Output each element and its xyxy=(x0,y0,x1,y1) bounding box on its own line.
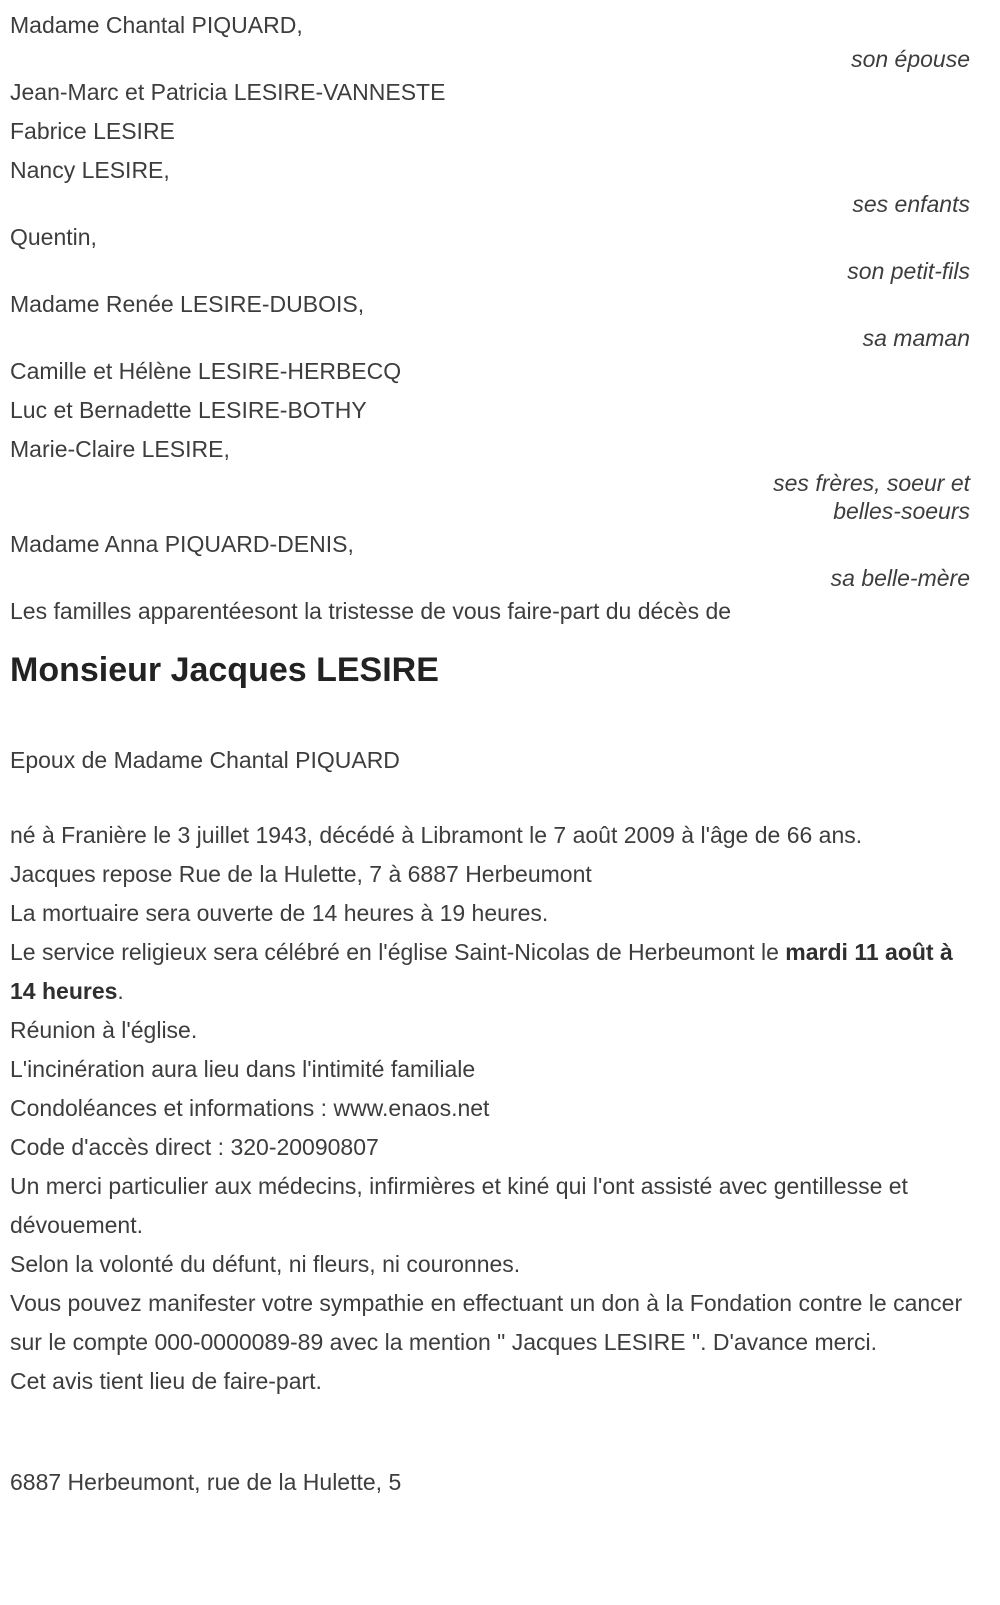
family-member-line: Fabrice LESIRE xyxy=(10,118,175,144)
relation-label: ses frères, soeur et xyxy=(773,470,970,496)
birth-death-line: né à Franière le 3 juillet 1943, décédé à Libramont le 7 août 2009 à l'âge de 66 ans. xyxy=(10,822,863,848)
family-member-line: Madame Renée LESIRE-DUBOIS, xyxy=(10,291,365,317)
family-member-line: Madame Anna PIQUARD-DENIS, xyxy=(10,531,354,557)
mortuary-hours-line: La mortuaire sera ouverte de 14 heures à 19 heures. xyxy=(10,900,549,926)
relation-label: son petit-fils xyxy=(847,258,970,284)
condolences-line: Condoléances et informations : www.enaos.net xyxy=(10,1095,490,1121)
family-member-line: Quentin, xyxy=(10,224,97,250)
relation-label: belles-soeurs xyxy=(833,498,970,524)
footer-address: 6887 Herbeumont, rue de la Hulette, 5 xyxy=(10,1469,402,1495)
deceased-name-heading: Monsieur Jacques LESIRE xyxy=(10,651,439,689)
service-line-prefix: Le service religieux sera célébré en l'église Saint-Nicolas de Herbeumont le xyxy=(10,939,786,965)
service-date-bold: mardi 11 août à 14 heures xyxy=(10,939,953,1004)
relation-label: sa belle-mère xyxy=(830,565,970,591)
family-member-line: Luc et Bernadette LESIRE-BOTHY xyxy=(10,397,367,423)
notice-line: Cet avis tient lieu de faire-part. xyxy=(10,1368,322,1394)
family-section xyxy=(10,6,970,631)
no-flowers-line: Selon la volonté du défunt, ni fleurs, ni couronnes. xyxy=(10,1251,521,1277)
service-line xyxy=(10,933,970,1011)
announcement-text: Les familles apparentéesont la tristesse de vous faire-part du décès de xyxy=(10,598,732,624)
relation-label: sa maman xyxy=(862,325,970,351)
family-member-line: Jean-Marc et Patricia LESIRE-VANNESTE xyxy=(10,79,446,105)
family-member-line: Camille et Hélène LESIRE-HERBECQ xyxy=(10,358,402,384)
spouse-subtitle: Epoux de Madame Chantal PIQUARD xyxy=(10,747,400,773)
thanks-line: Un merci particulier aux médecins, infirmières et kiné qui l'ont assisté avec gentillesse et dévouement. xyxy=(10,1173,908,1238)
relation-label: son épouse xyxy=(851,46,970,72)
donation-line: Vous pouvez manifester votre sympathie en effectuant un don à la Fondation contre le cancer sur le compte 000-0000089-89 avec la mention " Jacques LESIRE ". D'avance merci. xyxy=(10,1290,963,1355)
repose-line: Jacques repose Rue de la Hulette, 7 à 6887 Herbeumont xyxy=(10,861,592,887)
access-code-line: Code d'accès direct : 320-20090807 xyxy=(10,1134,379,1160)
service-line-suffix: . xyxy=(117,978,124,1004)
incineration-line: L'incinération aura lieu dans l'intimité familiale xyxy=(10,1056,476,1082)
family-member-line: Marie-Claire LESIRE, xyxy=(10,436,230,462)
details-section xyxy=(10,816,970,1401)
reunion-line: Réunion à l'église. xyxy=(10,1017,198,1043)
family-member-line: Nancy LESIRE, xyxy=(10,157,170,183)
family-member-line: Madame Chantal PIQUARD, xyxy=(10,12,303,38)
relation-label: ses enfants xyxy=(852,191,970,217)
